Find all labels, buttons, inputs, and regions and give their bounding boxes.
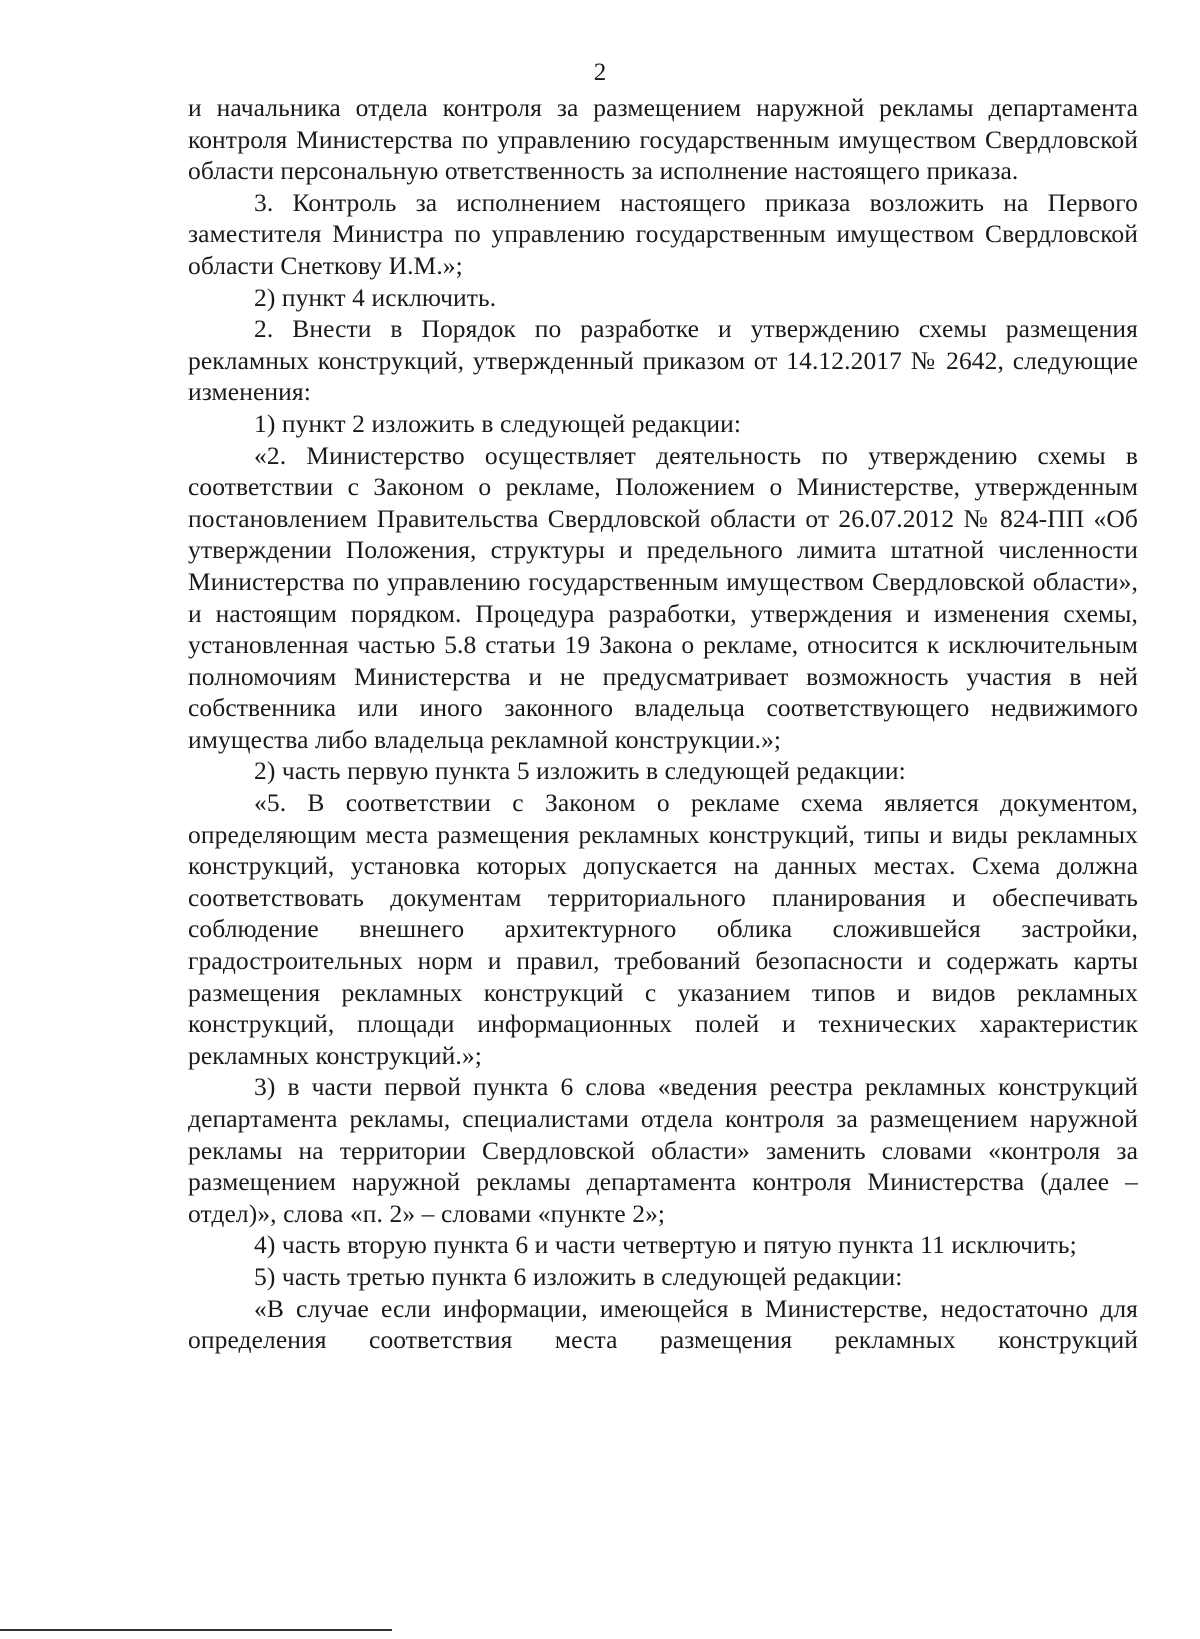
paragraph-items-6-11-exclude: 4) часть вторую пункта 6 и части четвертую и пятую пункта 11 исключить; (254, 1230, 1077, 1260)
paragraph-item-2-new-wording: 1) пункт 2 изложить в следующей редакции: (254, 408, 742, 438)
footnote-separator-line (0, 1629, 392, 1631)
paragraph-control-clause-3: 3. Контроль за исполнением настоящего приказа возложить на Первого заместителя Министра по управлению государственным имуществом Свердловской области Снеткову И.М.»; (188, 187, 1138, 280)
paragraph-scheme-definition-quote: «5. В соответствии с Законом о рекламе схема является документом, определяющим места размещения рекламных конструкций, типы и виды рекламных конструкций, установка которых допускается на данных местах. Схема должна соответствовать документам территориального планирования и обеспечивать соблюдение внешнего архитектурного облика сложившейся застройки, градостроительных норм и правил, требований безопасности и содержать карты размещения рекламных конструкций с указанием типов и видов рекламных конструкций, площади информационных полей и технических характеристик рекламных конструкций.»; (188, 788, 1138, 1070)
paragraph-item-6-words-replace: 3) в части первой пункта 6 слова «ведения реестра рекламных конструкций департамента рекламы, специалистами отдела контроля за размещением наружной рекламы на территории Свердловской области» заменить словами «контроля за размещением наружной рекламы департамента контроля Министерства (далее – отдел)», слова «п. 2» – словами «пункте 2»; (188, 1072, 1138, 1228)
paragraph-item-4-exclude: 2) пункт 4 исключить. (254, 282, 497, 312)
paragraph-responsibility-continued: и начальника отдела контроля за размещением наружной рекламы департамента контроля Министерства по управлению государственным имуществом Свердловской области персональную ответственность за исполнение настоящего приказа. (188, 93, 1138, 186)
paragraph-ministry-activity-quote: «2. Министерство осуществляет деятельность по утверждению схемы в соответствии с Законом о рекламе, Положением о Министерстве, утвержденным постановлением Правительства Свердловской области от 26.07.2012 № 824-ПП «Об утверждении Положения, структуры и предельного лимита штатной численности Министерства по управлению государственным имуществом Свердловской области», и настоящим порядком. Процедура разработки, утверждения и изменения схемы, установленная частью 5.8 статьи 19 Закона о рекламе, относится к исключительным полномочиям Министерства и не предусматривает возможность участия в ней собственника или иного законного владельца соответствующего недвижимого имущества либо владельца рекламной конструкции.»; (188, 440, 1138, 754)
paragraph-insufficient-info-quote: «В случае если информации, имеющейся в Министерстве, недостаточно для определения соответствия места размещения рекламных конструкций (188, 1293, 1138, 1355)
paragraph-item-6-part-3: 5) часть третью пункта 6 изложить в следующей редакции: (254, 1261, 903, 1291)
paragraph-item-5-part-1: 2) часть первую пункта 5 изложить в следующей редакции: (254, 756, 906, 786)
document-body (188, 92, 1138, 1356)
page-number: 2 (593, 59, 607, 86)
paragraph-amend-procedure: 2. Внести в Порядок по разработке и утверждению схемы размещения рекламных конструкций, утвержденный приказом от 14.12.2017 № 2642, следующие изменения: (188, 314, 1138, 407)
